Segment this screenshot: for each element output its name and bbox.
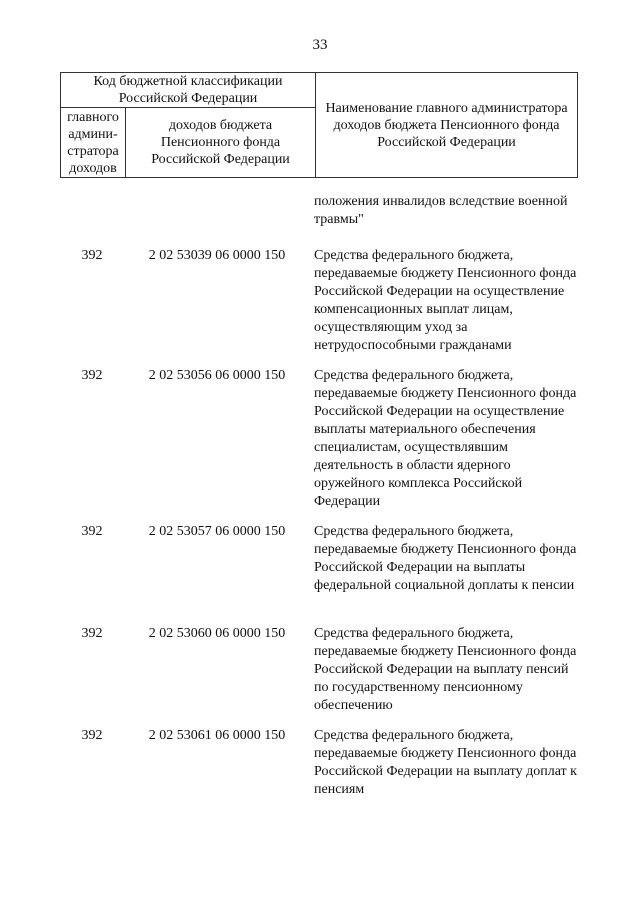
table-row <box>60 523 578 625</box>
table-row <box>60 727 578 807</box>
income-code-cell: 2 02 53061 06 0000 150 <box>148 728 286 743</box>
table-header <box>60 72 578 178</box>
name-cell: Средства федерального бюджета, передаваемые бюджету Пенсионного фонда Российской Федерации на выплату доплат к пенсиям <box>314 728 577 797</box>
admin-code-cell: 392 <box>81 524 103 539</box>
page-number: 33 <box>312 37 328 53</box>
income-code-cell: 2 02 53039 06 0000 150 <box>148 248 286 263</box>
name-column-header: Наименование главного администратора доходов бюджета Пенсионного фонда Российской Федерации <box>316 73 578 178</box>
table-body <box>60 193 578 807</box>
table-row <box>60 247 578 367</box>
name-cell: положения инвалидов вследствие военной травмы" <box>314 194 568 227</box>
income-code-cell: 2 02 53056 06 0000 150 <box>148 368 286 383</box>
table-row <box>60 367 578 523</box>
admin-code-cell: 392 <box>81 248 103 263</box>
name-cell: Средства федерального бюджета, передаваемые бюджету Пенсионного фонда Российской Федерации на выплаты федеральной социальной доплаты к пенсии <box>314 524 577 593</box>
admin-code-cell: 392 <box>81 368 103 383</box>
admin-column-header: главного админи-стратора доходов <box>61 108 126 178</box>
table-row <box>60 193 578 247</box>
code-group-header: Код бюджетной классификации Российской Федерации <box>61 73 316 108</box>
admin-code-cell: 392 <box>81 728 103 743</box>
income-code-cell: 2 02 53060 06 0000 150 <box>148 626 286 641</box>
admin-code-cell: 392 <box>81 626 103 641</box>
name-cell: Средства федерального бюджета, передаваемые бюджету Пенсионного фонда Российской Федерации на выплату пенсий по государственному пенсионному обеспечению <box>314 626 577 713</box>
name-cell: Средства федерального бюджета, передаваемые бюджету Пенсионного фонда Российской Федерации на осуществление выплаты материального обеспечения специалистам, осуществлявшим деятельность в области ядерного оружейного комплекса Российской Федерации <box>314 368 577 509</box>
code-column-header: доходов бюджета Пенсионного фонда Российской Федерации <box>126 108 316 178</box>
income-code-cell: 2 02 53057 06 0000 150 <box>148 524 286 539</box>
table-row <box>60 625 578 727</box>
name-cell: Средства федерального бюджета, передаваемые бюджету Пенсионного фонда Российской Федерации на осуществление компенсационных выплат лицам, осуществляющим уход за нетрудоспособными гражданами <box>314 248 577 353</box>
